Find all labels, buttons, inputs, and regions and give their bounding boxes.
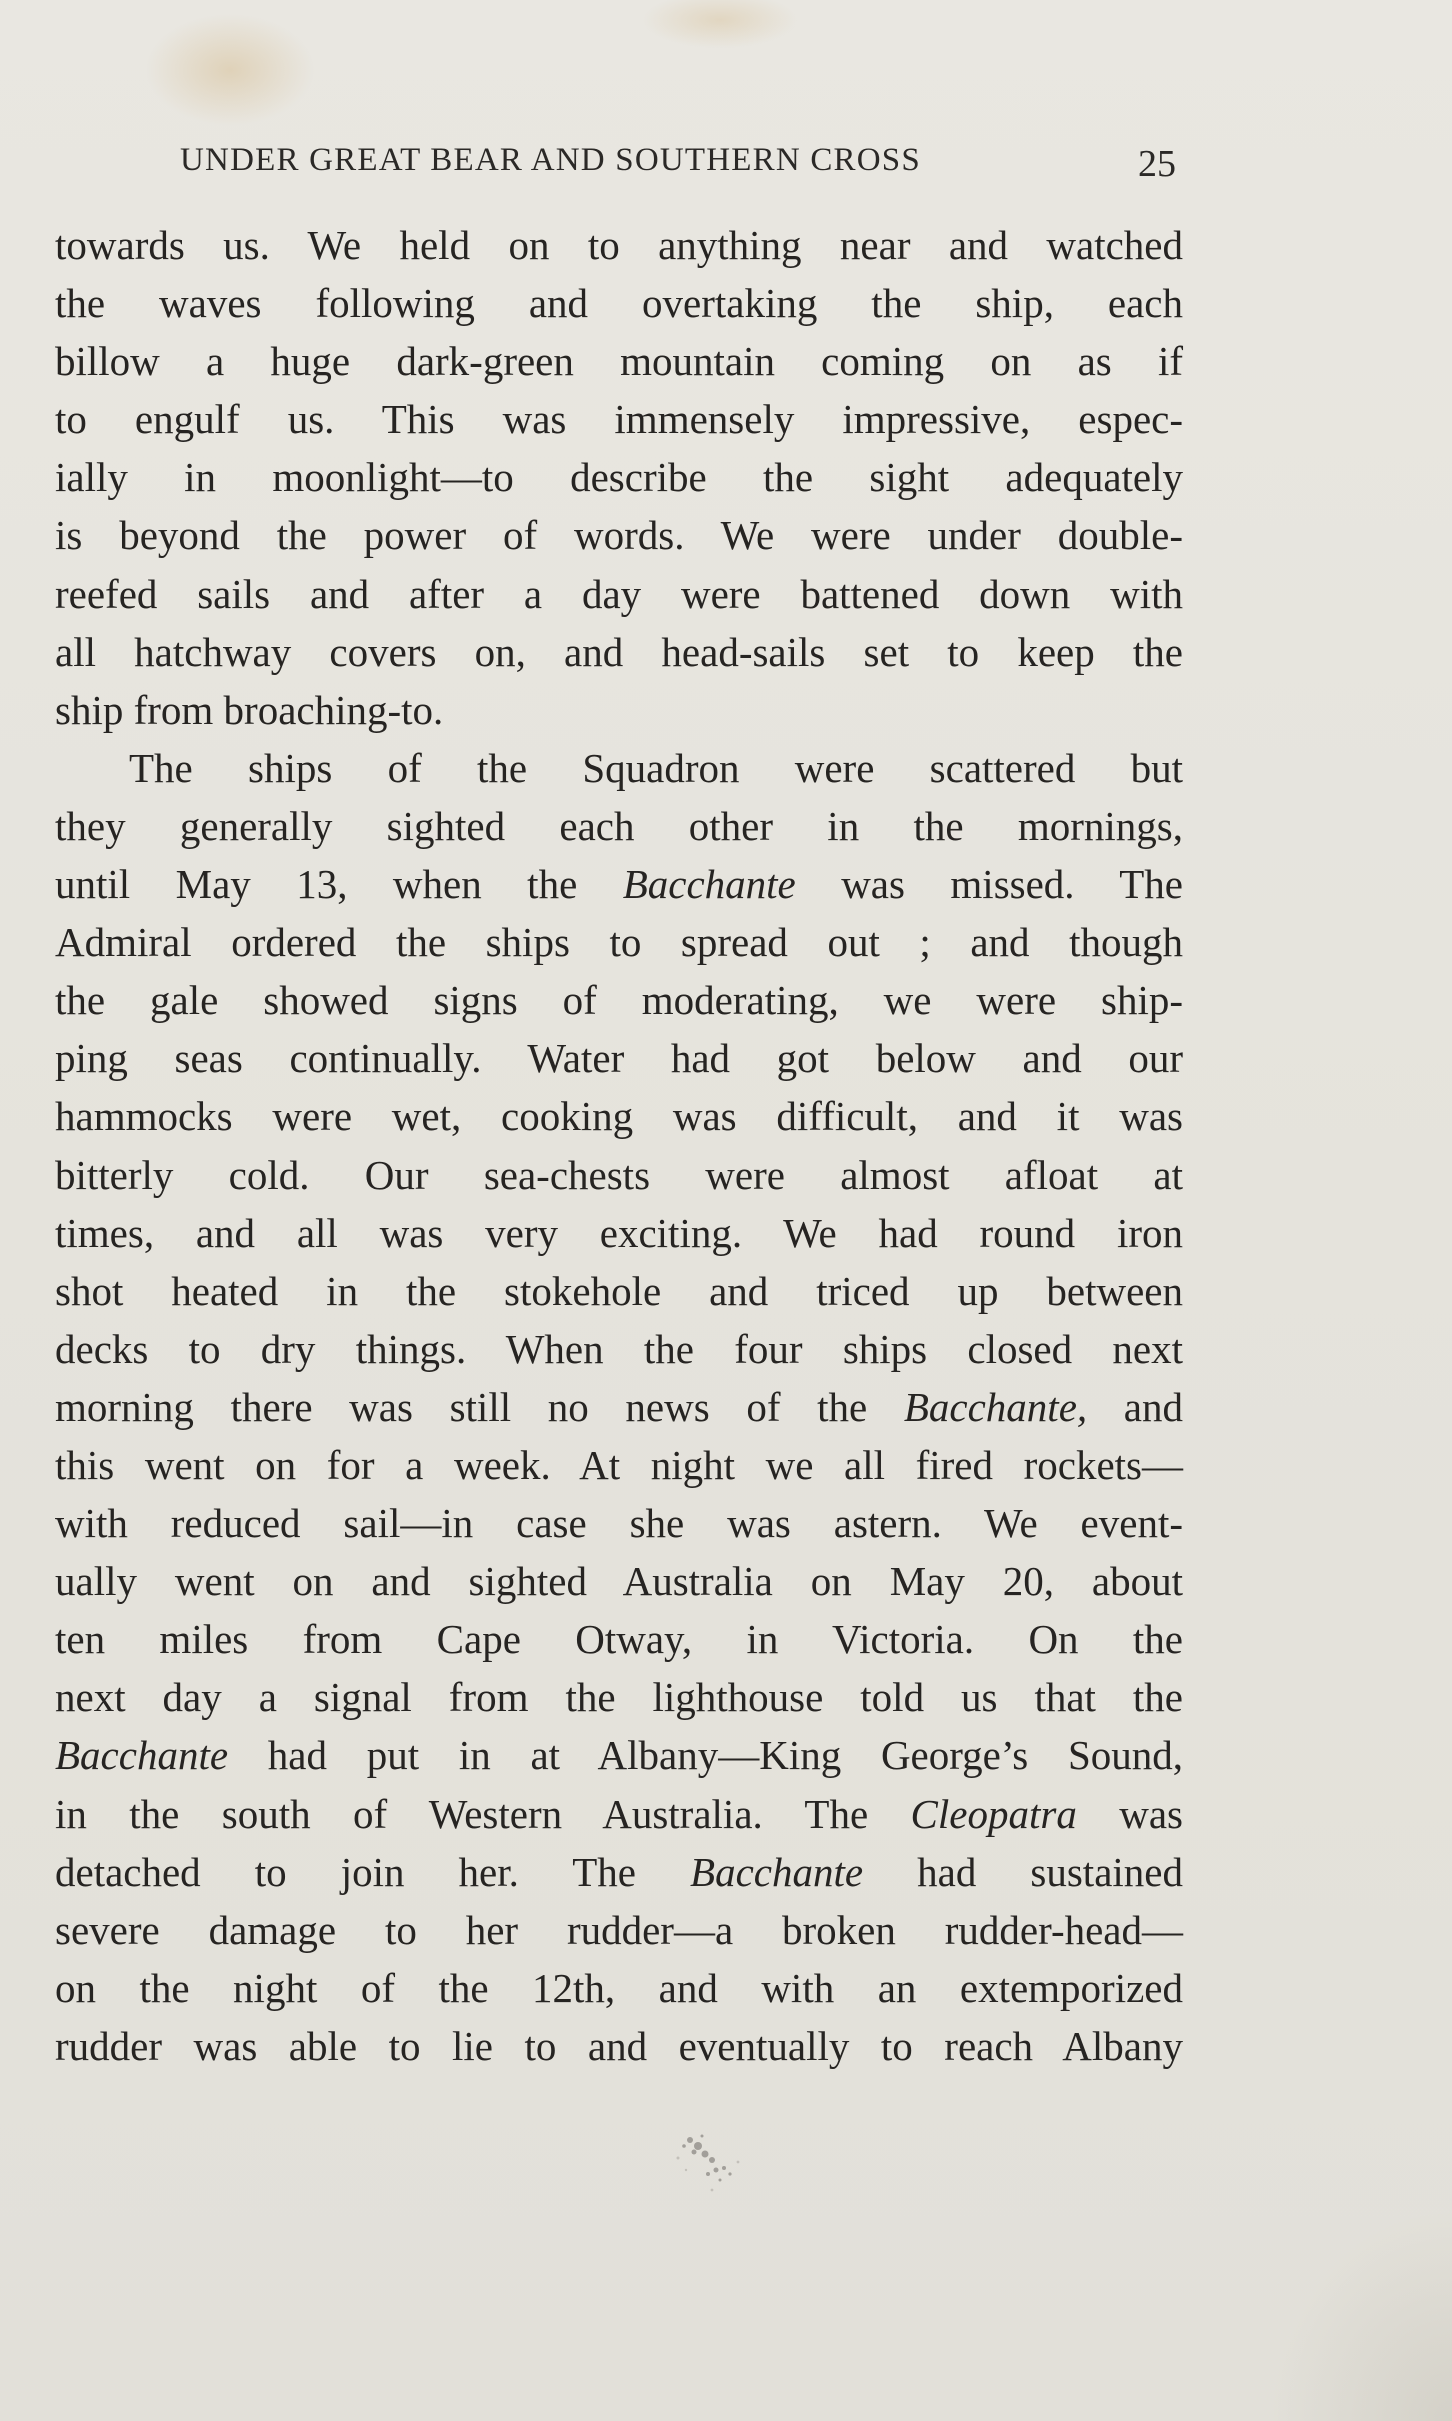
text-line: they generally sighted each other in the mornings,	[55, 802, 1183, 849]
text-run: had sustained	[863, 1848, 1183, 1895]
text-line: this went on for a week. At night we all fired rockets—	[55, 1441, 1183, 1488]
text-line: decks to dry things. When the four ships closed next	[55, 1325, 1183, 1372]
ship-name-italic: Bacchante	[55, 1732, 229, 1779]
text-line: ten miles from Cape Otway, in Victoria. On the	[55, 1616, 1183, 1663]
text-line: hammocks were wet, cooking was difficult, and it was	[55, 1093, 1183, 1140]
text-line: reefed sails and after a day were battened down with	[55, 570, 1183, 617]
text-line: towards us. We held on to anything near and watched	[55, 222, 1183, 268]
text-line	[55, 1785, 1183, 1843]
text-line: times, and all was very exciting. We had round iron	[55, 1209, 1183, 1256]
text-line: ping seas continually. Water had got below and our	[55, 1035, 1183, 1082]
text-run: was	[1076, 1790, 1183, 1837]
ship-name-italic: Cleopatra	[910, 1790, 1077, 1837]
text-run: had put in at Albany—King George’s Sound,	[228, 1732, 1183, 1779]
paragraph-end-line: ship from broaching-to.	[55, 686, 444, 733]
running-head	[180, 142, 1180, 190]
text-run: in the south of Western Australia. The	[55, 1790, 911, 1837]
text-line	[55, 1843, 1183, 1901]
ship-name-italic: Bacchante,	[903, 1383, 1088, 1430]
ship-name-italic: Bacchante	[690, 1848, 864, 1895]
text-line	[55, 1378, 1183, 1436]
text-line: severe damage to her rudder—a broken rudder-head—	[55, 1906, 1183, 1953]
text-line: the gale showed signs of moderating, we were ship-	[55, 977, 1183, 1024]
text-line: on the night of the 12th, and with an extemporized	[55, 1964, 1183, 2011]
text-line: bitterly cold. Our sea-chests were almost afloat at	[55, 1151, 1183, 1198]
text-line: rudder was able to lie to and eventually to reach Albany	[55, 2022, 1183, 2069]
text-line	[55, 855, 1183, 913]
text-line: next day a signal from the lighthouse told us that the	[55, 1674, 1183, 1721]
paragraph-first-line: The ships of the Squadron were scattered but	[129, 744, 1183, 791]
ship-name-italic: Bacchante	[622, 861, 796, 908]
text-run: and	[1087, 1383, 1183, 1430]
page-number: 25	[1138, 143, 1176, 185]
text-run: morning there was still no news of the	[55, 1383, 904, 1430]
text-line: all hatchway covers on, and head-sails set to keep the	[55, 628, 1183, 675]
text-line: ially in moonlight—to describe the sight adequately	[55, 454, 1183, 501]
text-line: the waves following and overtaking the ship, each	[55, 280, 1183, 327]
body-text	[55, 216, 1183, 2075]
text-line: shot heated in the stokehole and triced up between	[55, 1267, 1183, 1314]
running-head-title: UNDER GREAT BEAR AND SOUTHERN CROSS	[180, 142, 921, 178]
text-line: Admiral ordered the ships to spread out ; and though	[55, 919, 1183, 966]
ink-smudge	[620, 2110, 780, 2220]
text-run: detached to join her. The	[55, 1848, 691, 1895]
text-line: to engulf us. This was immensely impressive, espec-	[55, 396, 1183, 443]
text-line: billow a huge dark-green mountain coming on as if	[55, 338, 1183, 385]
text-line: with reduced sail—in case she was astern. We event-	[55, 1500, 1183, 1547]
text-run: was missed. The	[795, 861, 1183, 908]
text-line	[55, 1726, 1183, 1784]
text-line: ually went on and sighted Australia on May 20, about	[55, 1558, 1183, 1605]
text-line: is beyond the power of words. We were under double-	[55, 512, 1183, 559]
text-run: until May 13, when the	[55, 861, 623, 908]
